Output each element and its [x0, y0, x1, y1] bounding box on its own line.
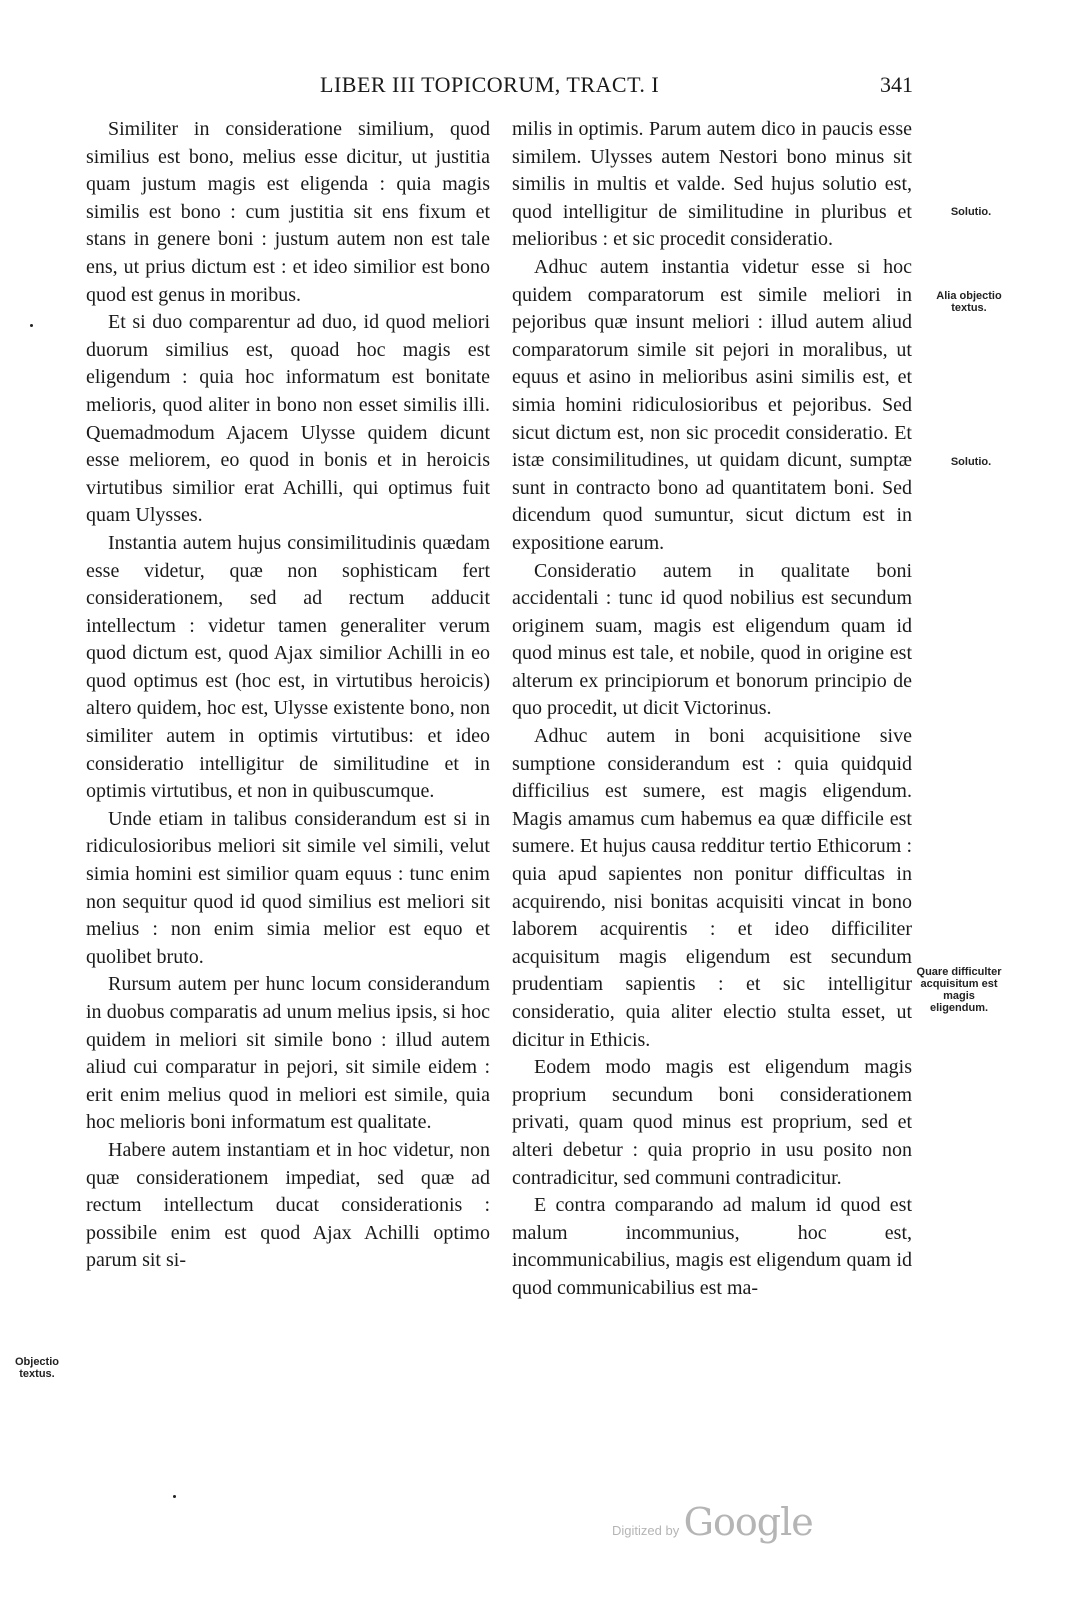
paragraph: E contra comparando ad malum id quod est malum incommunius, hoc est, incommunicabilius, magis est eligendum quam id quod communicabilius est ma-	[512, 1194, 912, 1299]
paragraph-continuation: milis in optimis. Parum autem dico in paucis esse similem. Ulysses autem Nestori bono minus sit similis in multis et valde. Sed hujus solutio est, quod intelligitur de similitudine in pluribus et melioribus : et sic procedit consideratio.	[512, 118, 912, 251]
paragraph: Similiter in consideratione similium, quod similius est bono, melius esse dicitur, ut justitia quam justum magis est eligenda : quia magis similis est bono : cum justitia sit ens fixum et stans in genere boni : justum autem non est tale ens, ut prius dictum est : et ideo similior est bono quod est genus in moribus.	[86, 118, 490, 306]
paragraph: Adhuc autem in boni acquisitione sive sumptione considerandum est : quia quidquid difficilius est sumere, est magis eligendum. Magis amamus cum habemus ea quæ difficile est sumere. Et hujus causa redditur tertio Ethicorum : quia apud sapientes non ponitur difficultas in acquirendo, nisi bonitas acquisiti vincat in bono laborem acquirentis : et ideo difficiliter acquisitum magis eligendum est secundum prudentiam sapientis : et sic intelligitur consideratio, quia aliter electio stulta esset, ut dicitur in Ethicis.	[512, 725, 912, 1051]
paragraph: Unde etiam in talibus considerandum est si in ridiculosioribus meliori sit simile vel simili, velut simia homini est similior quam equus : tunc enim non sequitur quod id quod similius est meliori sit melius : non enim simia melior est equo et quolibet bruto.	[86, 807, 490, 968]
margin-note-solutio: Solutio.	[950, 456, 992, 468]
paragraph: Eodem modo magis est eligendum magis proprium secundum boni considerationem privati, quam quod minus est proprium, sed et alteri debetur : quia proprio in usu posito non contradicitur, sed communi contradicitur.	[512, 1056, 912, 1189]
paragraph: Instantia autem hujus consimilitudinis quædam esse videtur, quæ non sophisticam fert considerationem, sed ad rectum adducit intellectum : videtur tamen generaliter verum quod dictum est, quod Ajax similior Achilli in eo quod optimus est (hoc est, in virtutibus heroicis) altero quidem, hoc est, Ulysse existente bono, non similiter autem in optimis virtutibus: et ideo consideratio intelligitur de similitudine et in optimis virtutibus, et non in quibuscumque.	[86, 531, 490, 803]
right-column	[512, 116, 912, 1303]
paragraph: Et si duo comparentur ad duo, id quod meliori duorum similius est, quoad hoc magis est eligendum : quia hoc informatum est bonitate melioris, quod aliter in bono non esset similis illi. Quemadmodum Ajacem Ulysse quidem dicunt esse meliorem, eo quod in bonis et in heroicis virtutibus similior erat Achilli, qui optimus fuit quam Ulysses.	[86, 311, 490, 527]
page-header	[0, 72, 1091, 102]
paragraph: Consideratio autem in qualitate boni accidentali : tunc id quod nobilius est secundum originem suam, magis est eligendum quam id quod minus est tale, et nobile, quod in origine est alterum ex principiorum et bonorum principio de quo procedit, ut dicit Victorinus.	[512, 559, 912, 720]
digitization-watermark	[612, 1500, 813, 1544]
margin-note-alia-objectio: Alia objectio textus.	[936, 290, 1002, 314]
left-column	[86, 116, 490, 1275]
paragraph: Adhuc autem instantia videtur esse si hoc quidem comparatorum est simile meliori in pejoribus quæ insunt meliori : illud autem aliud comparatorum simile sit pejori in moralibus, ut equus et asino in melioribus asini similis est, et simia homini ridiculosioribus et pejoribus. Sed sicut dictum est, non sic procedit consideratio. Et istæ consimilitudines, ut quidam dicunt, sumptæ sunt in contracto bono ad quantitatem boni. Sed dicendum quod sumuntur, sicut dictum est in expositione earum.	[512, 255, 912, 554]
margin-note-objectio: Objectio textus.	[14, 1356, 59, 1380]
margin-note-solutio: Solutio.	[950, 206, 992, 218]
running-title: LIBER III TOPICORUM, TRACT. I	[320, 72, 660, 97]
paragraph: Rursum autem per hunc locum considerandum in duobus comparatis ad unum melius ipsis, si hoc quidem in meliori sit simile bono : illud autem aliud cui comparatur in pejori, sit simile eidem : erit enim melius quod in meliori est simile, quia hoc melioris boni informatum est qualitate.	[86, 973, 490, 1134]
page-number: 341	[880, 72, 913, 97]
digitized-label: Digitized by	[612, 1523, 680, 1538]
paragraph: Habere autem instantiam et in hoc videtur, non quæ considerationem impediat, sed quæ ad rectum intellectum ducat considerationis : possibile enim est quod Ajax Achilli optimo parum sit si-	[86, 1138, 490, 1272]
google-logo: Google	[683, 1500, 813, 1544]
margin-dot	[173, 1495, 176, 1498]
margin-dot	[30, 324, 33, 327]
margin-note-quare: Quare difficulter acquisitum est magis eligendum.	[916, 966, 1002, 1014]
